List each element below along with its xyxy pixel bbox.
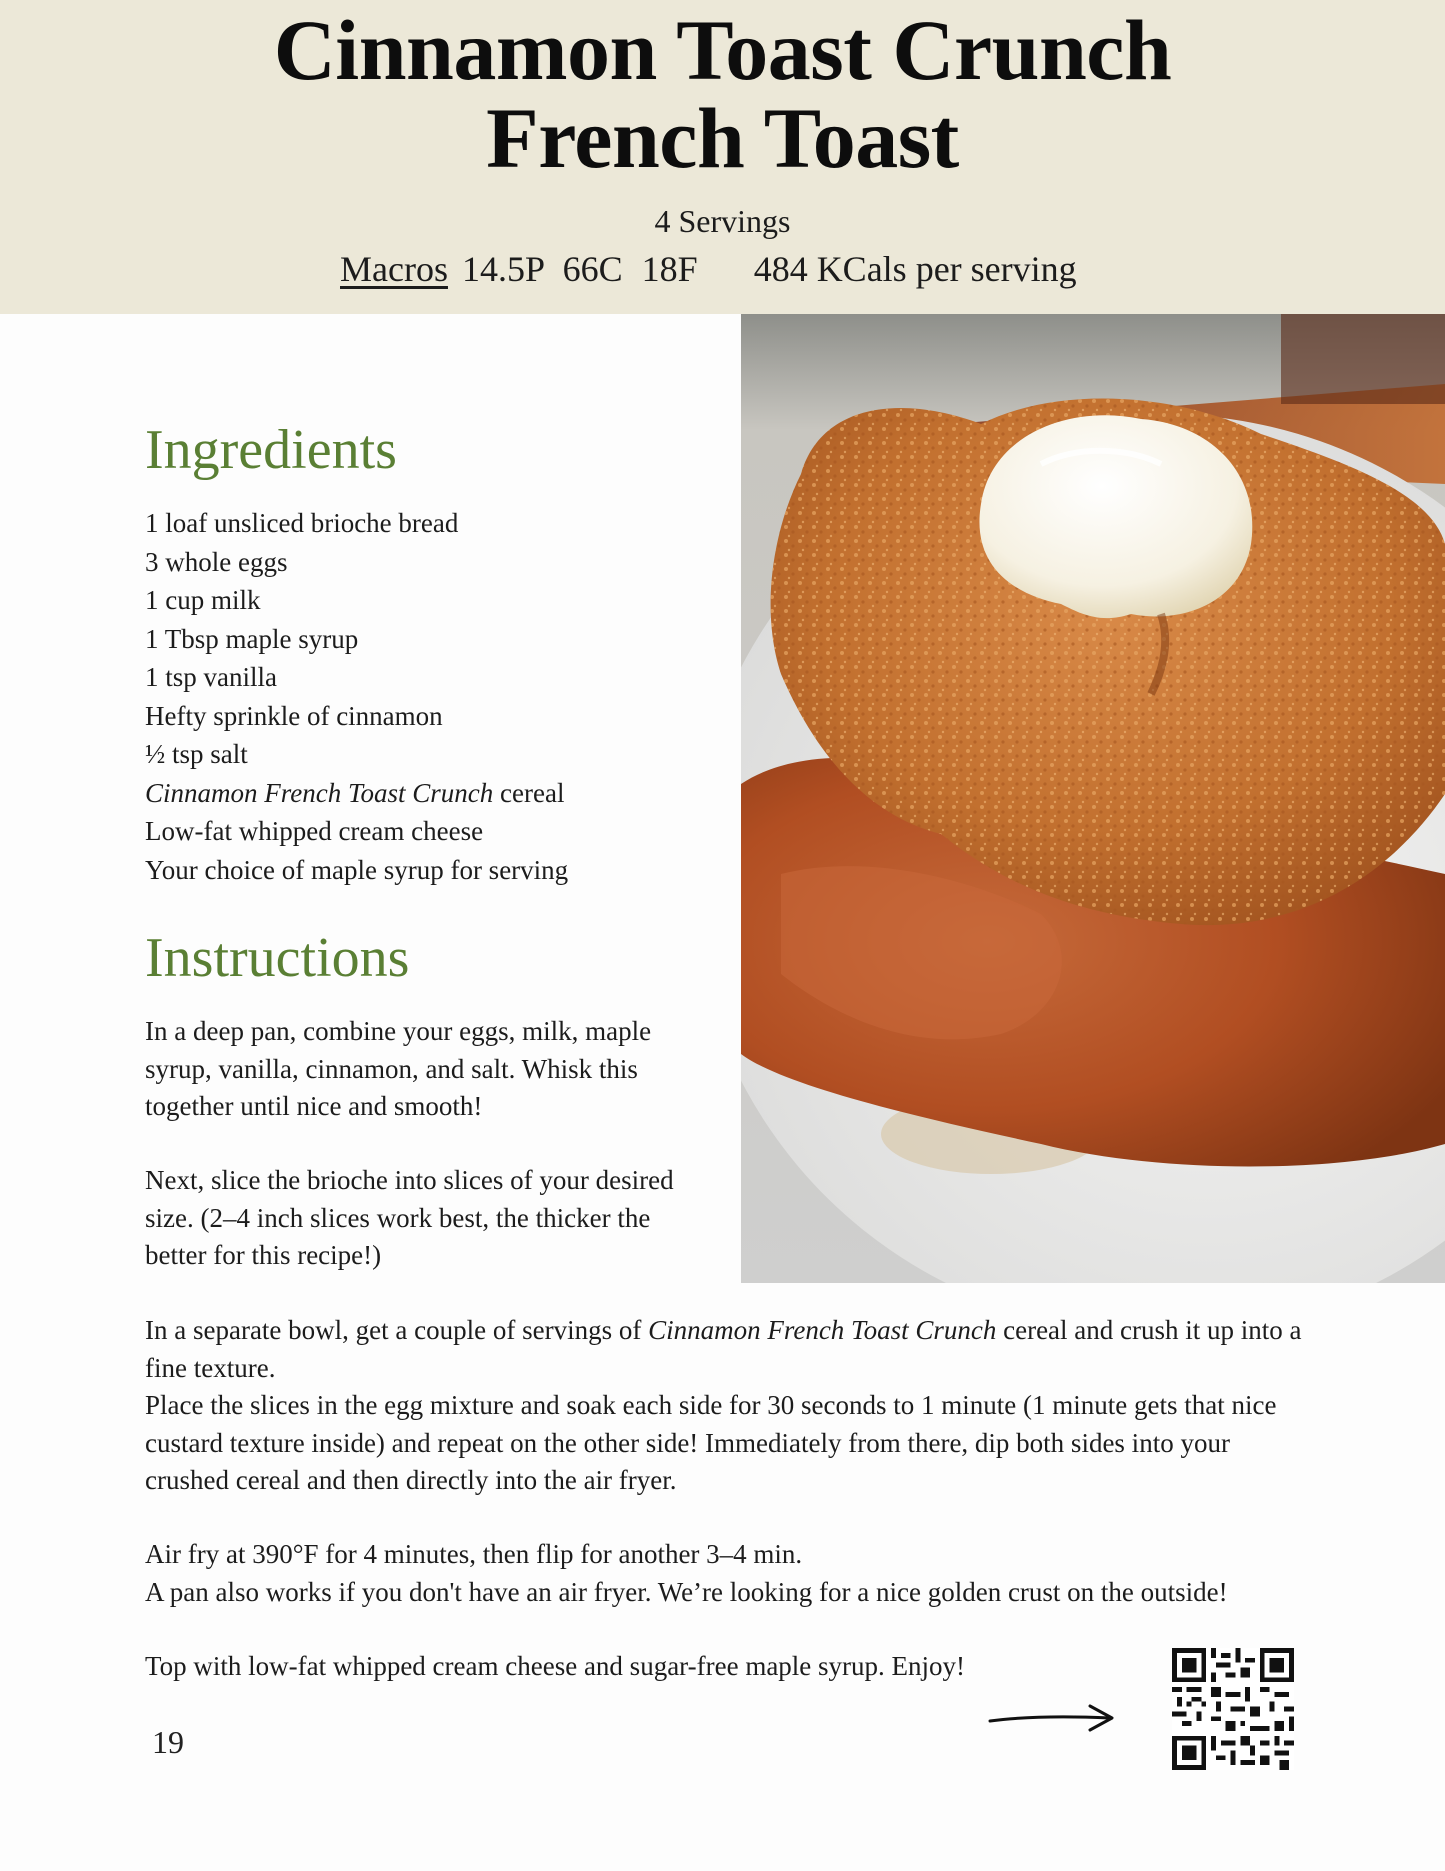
instruction-step-2: Next, slice the brioche into slices of your desired size. (2–4 inch slices work best, the thicker the better for this recipe!) [145,1165,674,1270]
ingredient-item-cereal [145,774,568,813]
ingredient-item: Your choice of maple syrup for serving [145,854,569,885]
arrow-right-icon [988,1700,1118,1734]
macros-line [340,248,1240,290]
step-3-cereal-name: Cinnamon French Toast Crunch [648,1315,997,1345]
step-3-prefix: In a separate bowl, get a couple of servings of [145,1315,649,1345]
cereal-name: Cinnamon French Toast Crunch [145,777,494,808]
macros-label: Macros [340,249,448,289]
ingredient-item: 1 Tbsp maple syrup [145,623,359,654]
servings-text: 4 Servings [654,203,791,239]
instruction-step-5b: A pan also works if you don't have an air fryer. We’re looking for a nice golden crust on the outside! [145,1577,1228,1607]
instruction-step-5a: Air fry at 390°F for 4 minutes, then flip for another 3–4 min. [145,1539,803,1569]
recipe-title [0,2,1445,186]
title-banner [0,0,1445,314]
step-3-suffix: cereal and crush it up into a fine texture. [145,1315,1302,1383]
qr-code[interactable] [1172,1648,1294,1770]
ingredient-item: Hefty sprinkle of cinnamon [145,700,443,731]
ingredient-item: 1 loaf unsliced brioche bread [145,508,459,538]
cereal-suffix: cereal [493,777,565,808]
ingredients-list [145,504,568,889]
ingredient-item: Low-fat whipped cream cheese [145,816,484,846]
recipe-title-line-1: Cinnamon Toast Crunch [273,2,1172,98]
french-toast-photo [741,314,1445,1283]
recipe-title-line-2: French Toast [486,90,959,186]
instruction-step-1: In a deep pan, combine your eggs, milk, maple syrup, vanilla, cinnamon, and salt. Whisk this together until nice and smooth! [145,1016,652,1121]
ingredient-item: 3 whole eggs [145,546,288,577]
macros-values: 14.5P 66C 18F [461,249,698,289]
ingredient-item: ½ tsp salt [145,739,248,769]
kcals-per-serving: 484 KCals per serving [753,249,1077,289]
ingredient-item: 1 tsp vanilla [145,662,277,692]
instruction-step-6: Top with low-fat whipped cream cheese and sugar-free maple syrup. Enjoy! [145,1651,966,1681]
ingredients-heading: Ingredients [145,419,397,481]
page-number: 19 [152,1724,184,1760]
ingredient-item: 1 cup milk [145,585,261,615]
instructions-heading: Instructions [145,927,410,989]
instruction-step-3 [145,1312,1305,1387]
instruction-step-4: Place the slices in the egg mixture and soak each side for 30 seconds to 1 minute (1 minute gets that nice custard texture inside) and repeat on the other side! Immediately from there, dip both sides into your crushed cereal and then directly into the air fryer. [145,1390,1277,1495]
